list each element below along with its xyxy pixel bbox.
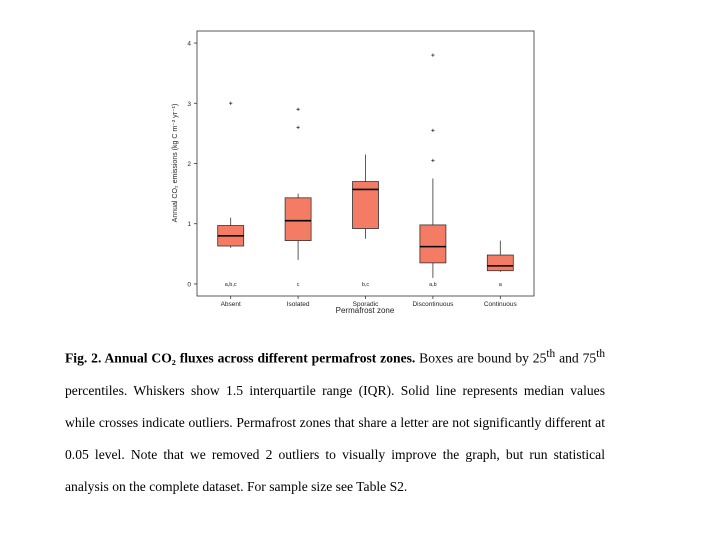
figure-caption [65, 338, 605, 503]
y-axis-ticks [187, 41, 197, 289]
significance-letters: b,c [361, 281, 370, 288]
caption-label: Fig. 2. Annual CO₂ fluxes across different permafrost zones. [65, 350, 416, 366]
x-axis-label: Permafrost zone [335, 306, 395, 315]
y-tick-label: 0 [187, 281, 191, 289]
y-tick-label: 3 [187, 100, 191, 108]
x-tick-label: Absent [220, 301, 241, 308]
x-tick-label: Sporadic [352, 301, 379, 308]
significance-letters: a [498, 281, 502, 288]
significance-letters: a,b [429, 281, 437, 288]
significance-letters: a,b,c [224, 281, 237, 288]
box-iqr [487, 255, 513, 271]
y-axis-label: Annual CO₂ emissions (kg C m⁻² yr⁻¹) [172, 103, 179, 223]
x-tick-label: Continuous [483, 301, 517, 308]
caption-text-1: Boxes are bound by 25 [415, 350, 547, 366]
boxplot-figure [160, 25, 540, 320]
caption-sup-1: th [546, 348, 556, 360]
box-iqr [285, 198, 311, 241]
caption-text-3: percentiles. Whiskers show 1.5 interquartile range (IQR). Solid line represents median values while crosses indicate outliers. Permafrost zones that share a letter are not significantly different at 0.05 level. Note that we removed 2 outliers to visually improve the graph, but run statistical analysis on the complete dataset. For sample size see Table S2. [65, 382, 605, 494]
box-iqr [420, 225, 446, 263]
y-tick-label: 4 [187, 40, 191, 48]
caption-sup-2: th [596, 348, 605, 360]
y-tick-label: 1 [187, 221, 191, 229]
y-tick-label: 2 [187, 161, 191, 168]
caption-text-2: and 75 [555, 350, 597, 366]
significance-letters: c [296, 281, 300, 288]
x-tick-label: Discontinuous [412, 301, 454, 308]
x-tick-label: Isolated [286, 301, 310, 308]
